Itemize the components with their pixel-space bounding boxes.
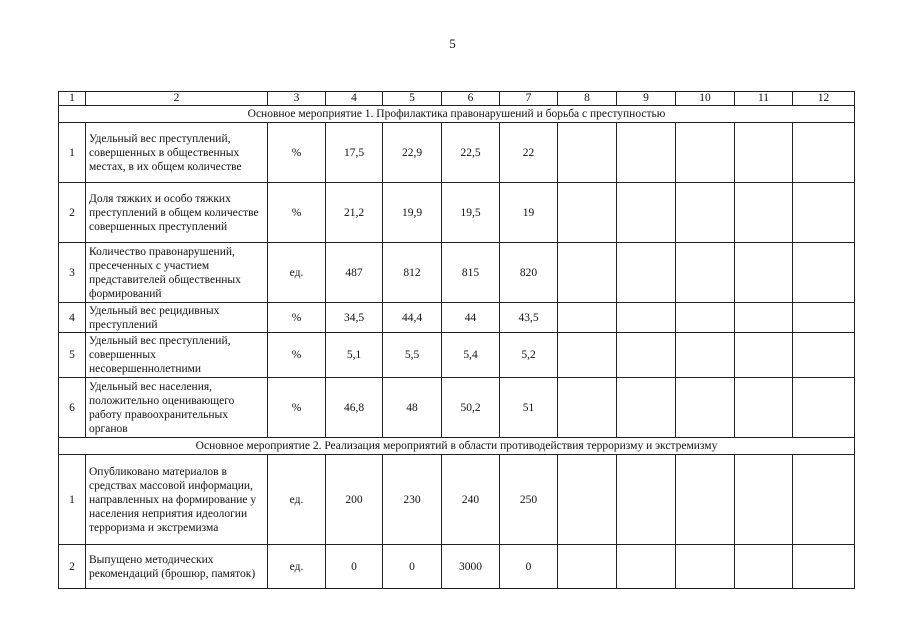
empty-cell <box>617 378 676 438</box>
row-unit: % <box>268 303 326 333</box>
row-value-4: 200 <box>326 455 383 545</box>
row-description: Удельный вес рецидивных преступлений <box>86 303 268 333</box>
empty-cell <box>735 455 793 545</box>
row-value-6: 240 <box>442 455 500 545</box>
row-value-7: 0 <box>500 545 558 589</box>
row-value-6: 5,4 <box>442 333 500 378</box>
column-header: 7 <box>500 92 558 106</box>
empty-cell <box>617 183 676 243</box>
empty-cell <box>735 333 793 378</box>
row-value-6: 50,2 <box>442 378 500 438</box>
table-row <box>59 183 855 243</box>
empty-cell <box>676 455 735 545</box>
row-description: Выпущено методических рекомендаций (брошюр, памяток) <box>86 545 268 589</box>
empty-cell <box>793 183 855 243</box>
empty-cell <box>617 333 676 378</box>
empty-cell <box>558 455 617 545</box>
column-header: 9 <box>617 92 676 106</box>
table-row <box>59 123 855 183</box>
empty-cell <box>735 303 793 333</box>
empty-cell <box>676 378 735 438</box>
row-value-5: 19,9 <box>383 183 442 243</box>
row-unit: % <box>268 333 326 378</box>
row-value-7: 51 <box>500 378 558 438</box>
row-number: 2 <box>59 545 86 589</box>
row-number: 3 <box>59 243 86 303</box>
row-unit: ед. <box>268 243 326 303</box>
row-value-7: 19 <box>500 183 558 243</box>
column-header: 11 <box>735 92 793 106</box>
table-row <box>59 333 855 378</box>
row-value-7: 22 <box>500 123 558 183</box>
row-unit: % <box>268 183 326 243</box>
empty-cell <box>735 545 793 589</box>
empty-cell <box>676 545 735 589</box>
column-header: 5 <box>383 92 442 106</box>
empty-cell <box>793 333 855 378</box>
empty-cell <box>735 123 793 183</box>
empty-cell <box>676 123 735 183</box>
empty-cell <box>793 455 855 545</box>
empty-cell <box>617 123 676 183</box>
row-value-5: 230 <box>383 455 442 545</box>
row-number: 6 <box>59 378 86 438</box>
empty-cell <box>793 303 855 333</box>
table-row <box>59 303 855 333</box>
row-value-5: 22,9 <box>383 123 442 183</box>
section-row <box>59 438 855 455</box>
column-header: 6 <box>442 92 500 106</box>
table-row <box>59 455 855 545</box>
table-row <box>59 243 855 303</box>
empty-cell <box>735 243 793 303</box>
empty-cell <box>558 183 617 243</box>
row-value-6: 19,5 <box>442 183 500 243</box>
empty-cell <box>676 183 735 243</box>
row-value-4: 21,2 <box>326 183 383 243</box>
row-value-7: 43,5 <box>500 303 558 333</box>
empty-cell <box>558 243 617 303</box>
empty-cell <box>676 243 735 303</box>
empty-cell <box>793 243 855 303</box>
row-value-7: 5,2 <box>500 333 558 378</box>
row-value-7: 250 <box>500 455 558 545</box>
row-value-6: 815 <box>442 243 500 303</box>
row-description: Удельный вес преступлений, совершенных в общественных местах, в их общем количестве <box>86 123 268 183</box>
row-description: Удельный вес преступлений, совершенных несовершеннолетними <box>86 333 268 378</box>
empty-cell <box>617 303 676 333</box>
row-number: 5 <box>59 333 86 378</box>
row-value-4: 46,8 <box>326 378 383 438</box>
row-unit: ед. <box>268 455 326 545</box>
header-row <box>59 92 855 106</box>
empty-cell <box>558 545 617 589</box>
row-description: Удельный вес населения, положительно оценивающего работу правоохранительных органов <box>86 378 268 438</box>
row-value-5: 48 <box>383 378 442 438</box>
row-description: Количество правонарушений, пресеченных с участием представителей общественных формирований <box>86 243 268 303</box>
empty-cell <box>793 378 855 438</box>
row-number: 2 <box>59 183 86 243</box>
section-row <box>59 106 855 123</box>
column-header: 8 <box>558 92 617 106</box>
indicators-table <box>58 91 855 589</box>
empty-cell <box>558 378 617 438</box>
column-header: 12 <box>793 92 855 106</box>
row-value-7: 820 <box>500 243 558 303</box>
empty-cell <box>676 333 735 378</box>
empty-cell <box>676 303 735 333</box>
row-value-4: 34,5 <box>326 303 383 333</box>
column-header: 2 <box>86 92 268 106</box>
column-header: 3 <box>268 92 326 106</box>
page-number: 5 <box>449 36 456 51</box>
table-row <box>59 378 855 438</box>
row-unit: % <box>268 123 326 183</box>
empty-cell <box>558 123 617 183</box>
row-value-6: 3000 <box>442 545 500 589</box>
empty-cell <box>735 378 793 438</box>
section-title: Основное мероприятие 2. Реализация мероприятий в области противодействия терроризму и экстремизму <box>59 438 855 455</box>
empty-cell <box>558 303 617 333</box>
row-number: 4 <box>59 303 86 333</box>
row-value-5: 812 <box>383 243 442 303</box>
column-header: 1 <box>59 92 86 106</box>
row-value-5: 0 <box>383 545 442 589</box>
empty-cell <box>617 545 676 589</box>
empty-cell <box>558 333 617 378</box>
row-description: Доля тяжких и особо тяжких преступлений в общем количестве совершенных преступлений <box>86 183 268 243</box>
row-number: 1 <box>59 455 86 545</box>
row-value-6: 44 <box>442 303 500 333</box>
section-title: Основное мероприятие 1. Профилактика правонарушений и борьба с преступностью <box>59 106 855 123</box>
empty-cell <box>617 455 676 545</box>
row-value-4: 487 <box>326 243 383 303</box>
row-value-4: 17,5 <box>326 123 383 183</box>
row-unit: ед. <box>268 545 326 589</box>
empty-cell <box>793 545 855 589</box>
column-header: 10 <box>676 92 735 106</box>
empty-cell <box>617 243 676 303</box>
row-unit: % <box>268 378 326 438</box>
empty-cell <box>793 123 855 183</box>
row-value-6: 22,5 <box>442 123 500 183</box>
table-row <box>59 545 855 589</box>
column-header: 4 <box>326 92 383 106</box>
row-value-5: 5,5 <box>383 333 442 378</box>
row-value-4: 0 <box>326 545 383 589</box>
row-value-5: 44,4 <box>383 303 442 333</box>
row-description: Опубликовано материалов в средствах массовой информации, направленных на формирование у населения неприятия идеологии терроризма и экстремизма <box>86 455 268 545</box>
empty-cell <box>735 183 793 243</box>
row-number: 1 <box>59 123 86 183</box>
row-value-4: 5,1 <box>326 333 383 378</box>
